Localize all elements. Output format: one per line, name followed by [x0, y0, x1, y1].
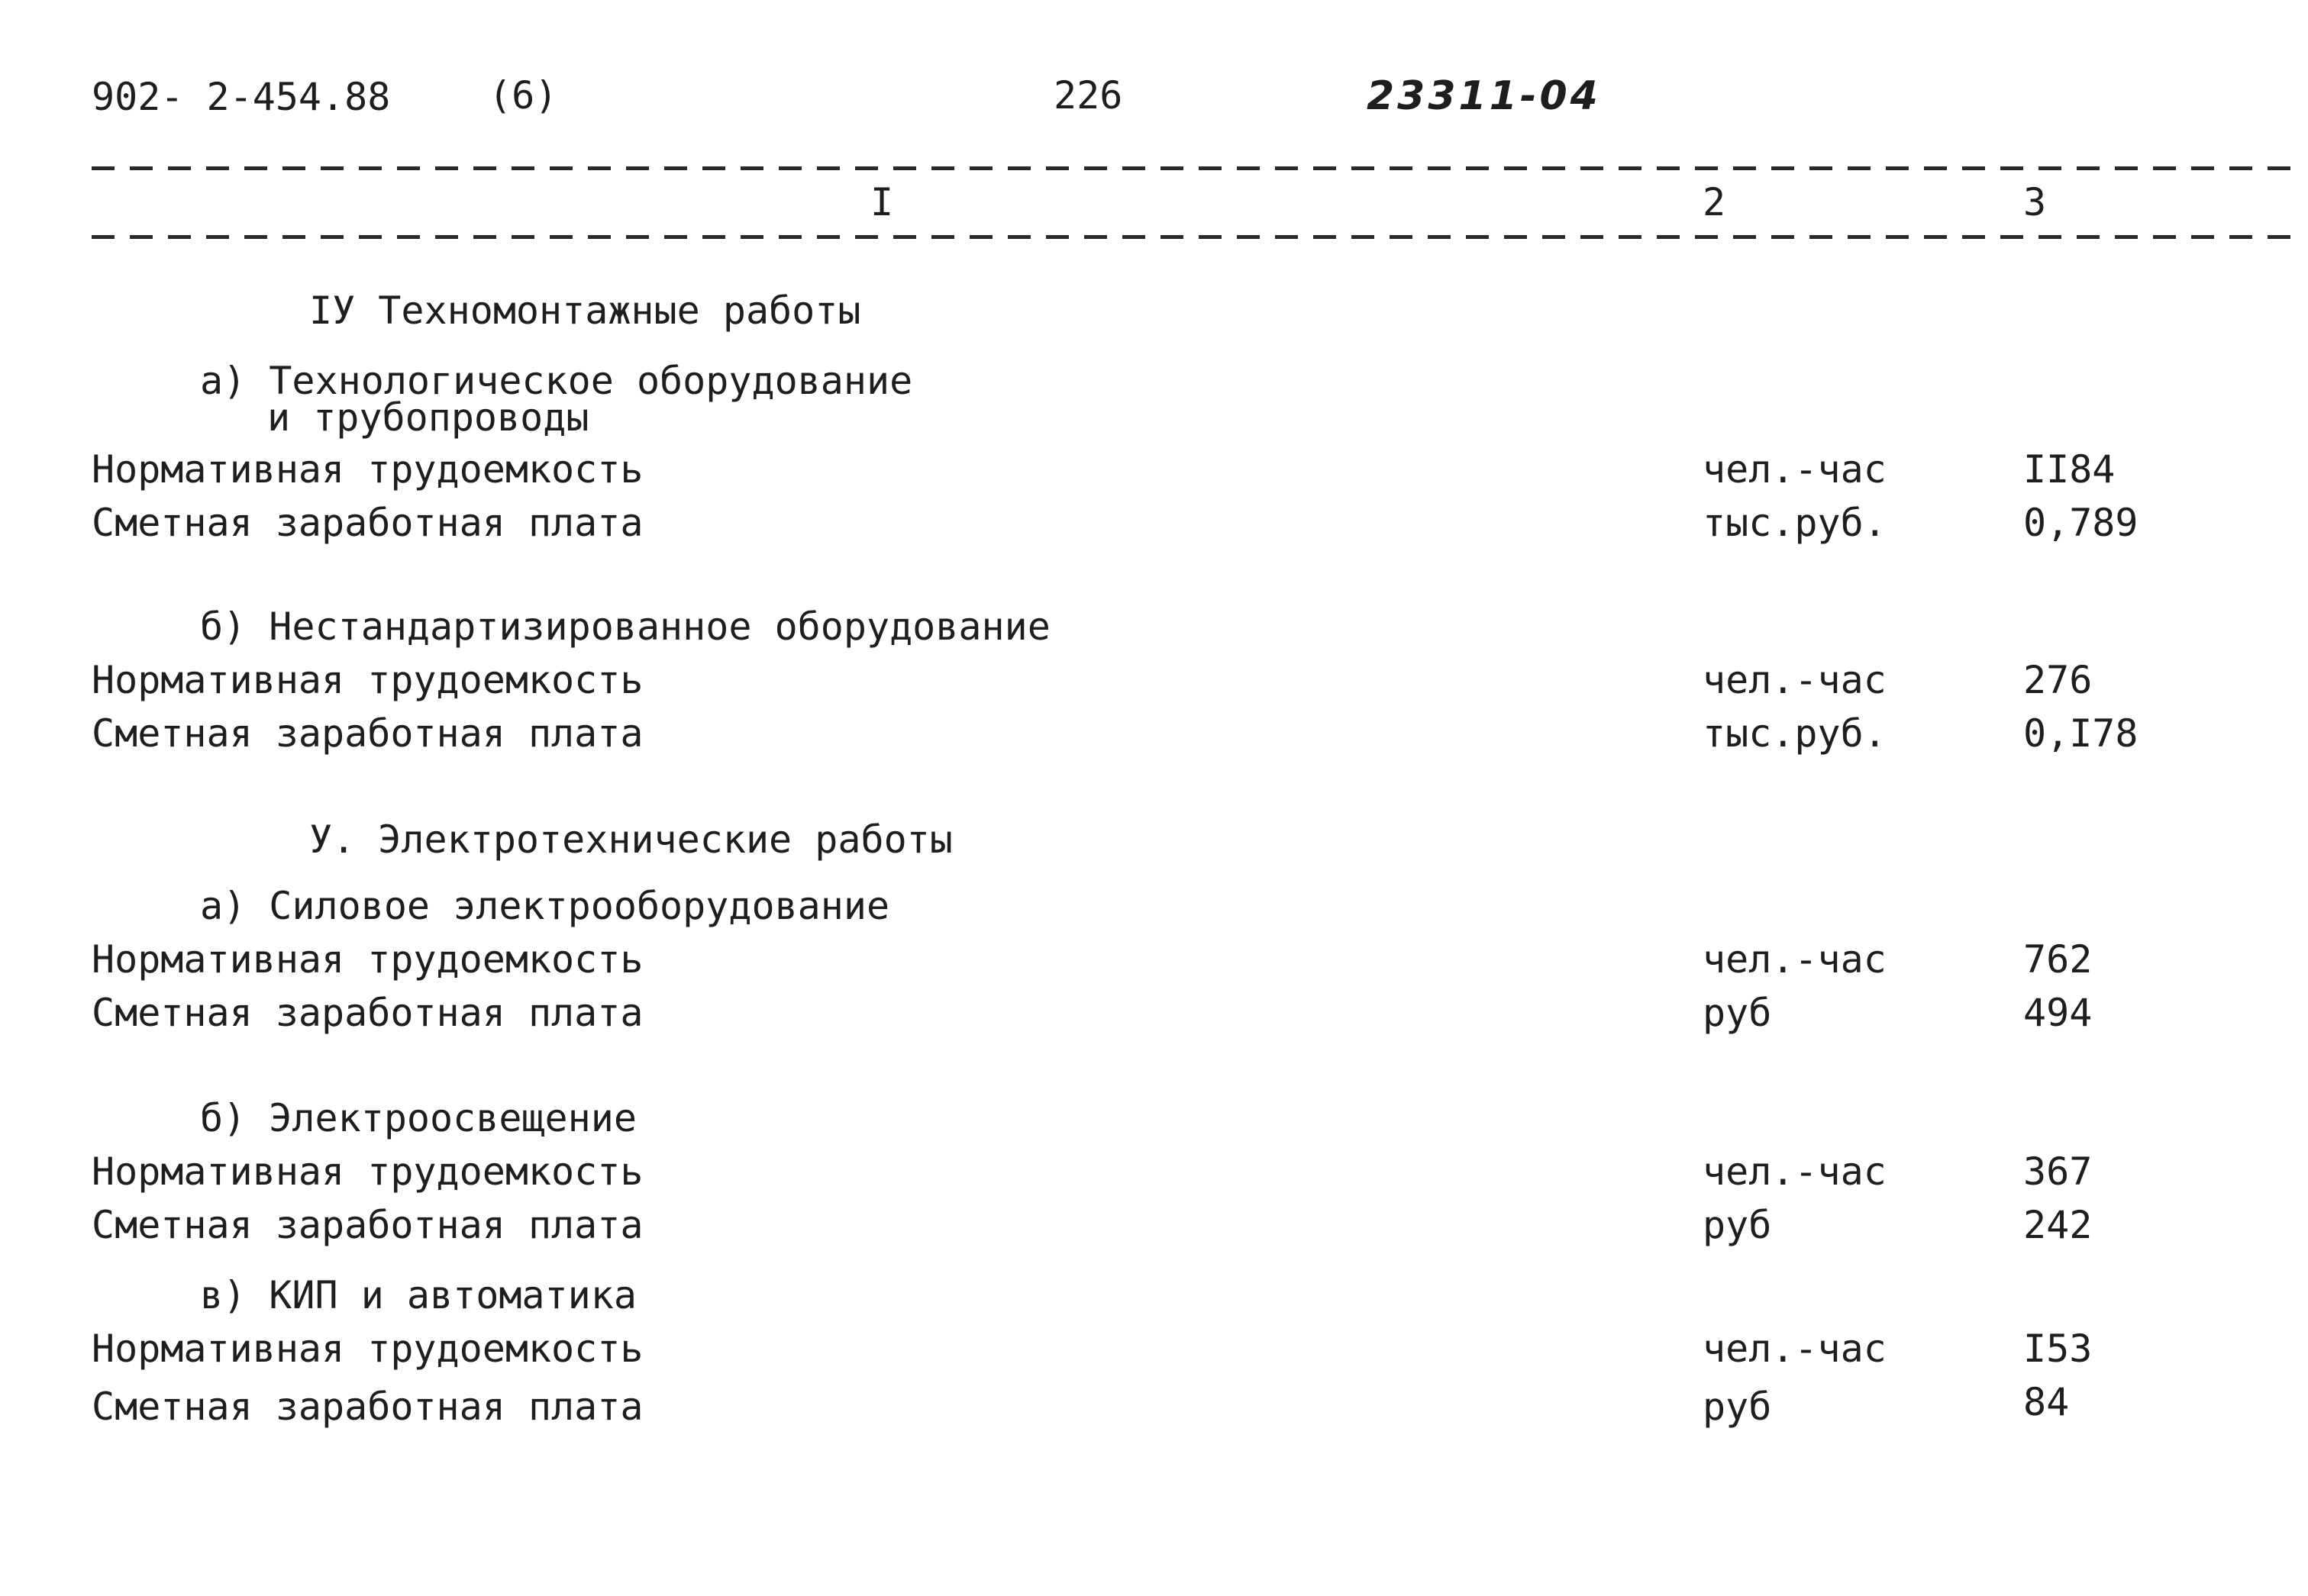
column-header-3: 3 — [2023, 180, 2047, 224]
group-title: б) Нестандартизированное оборудование — [200, 605, 1051, 649]
row-value: 276 — [2023, 658, 2093, 702]
row-unit: руб — [1703, 991, 1772, 1035]
row-unit: тыс.руб. — [1703, 501, 1887, 545]
row-label: Нормативная трудоемкость — [92, 1327, 644, 1371]
row-label: Нормативная трудоемкость — [92, 937, 644, 982]
row-value: I53 — [2023, 1327, 2093, 1371]
group-title: а) Силовое электрооборудование — [200, 884, 890, 928]
series-number: (6) — [489, 73, 558, 118]
row-value: 367 — [2023, 1149, 2093, 1194]
row-unit: чел.-час — [1703, 1327, 1887, 1371]
row-label: Сметная заработная плата — [92, 711, 644, 756]
group-title-continued: и трубопроводы — [267, 395, 589, 440]
row-value: 84 — [2023, 1380, 2070, 1424]
row-unit: руб — [1703, 1203, 1772, 1247]
row-label: Сметная заработная плата — [92, 991, 644, 1035]
row-label: Нормативная трудоемкость — [92, 447, 644, 492]
row-value: 0,789 — [2023, 501, 2139, 545]
table-header-rule — [92, 235, 2290, 239]
row-value: 0,I78 — [2023, 711, 2139, 756]
row-value: 762 — [2023, 937, 2093, 982]
row-label: Сметная заработная плата — [92, 1385, 644, 1429]
row-unit: чел.-час — [1703, 937, 1887, 982]
column-header-1: I — [870, 180, 894, 224]
section-title: IУ Техномонтажные работы — [309, 289, 861, 333]
section-title: У. Электротехнические работы — [309, 817, 953, 862]
row-unit: чел.-час — [1703, 658, 1887, 702]
page-number: 226 — [1054, 73, 1123, 118]
row-unit: чел.-час — [1703, 1149, 1887, 1194]
table-top-rule — [92, 166, 2290, 170]
row-unit: чел.-час — [1703, 447, 1887, 492]
row-value: 494 — [2023, 991, 2093, 1035]
group-title: а) Технологическое оборудование — [200, 359, 913, 403]
group-title: б) Электроосвещение — [200, 1096, 637, 1140]
handwritten-stamp: 23311-04 — [1367, 73, 1601, 119]
row-value: 242 — [2023, 1203, 2093, 1247]
row-unit: тыс.руб. — [1703, 711, 1887, 756]
row-label: Сметная заработная плата — [92, 501, 644, 545]
row-value: II84 — [2023, 447, 2116, 492]
column-header-2: 2 — [1703, 180, 1726, 224]
row-label: Нормативная трудоемкость — [92, 1149, 644, 1194]
group-title: в) КИП и автоматика — [200, 1273, 637, 1317]
row-label: Нормативная трудоемкость — [92, 658, 644, 702]
doc-code: 902- 2-454.88 — [92, 75, 391, 119]
row-label: Сметная заработная плата — [92, 1203, 644, 1247]
row-unit: руб — [1703, 1385, 1772, 1429]
